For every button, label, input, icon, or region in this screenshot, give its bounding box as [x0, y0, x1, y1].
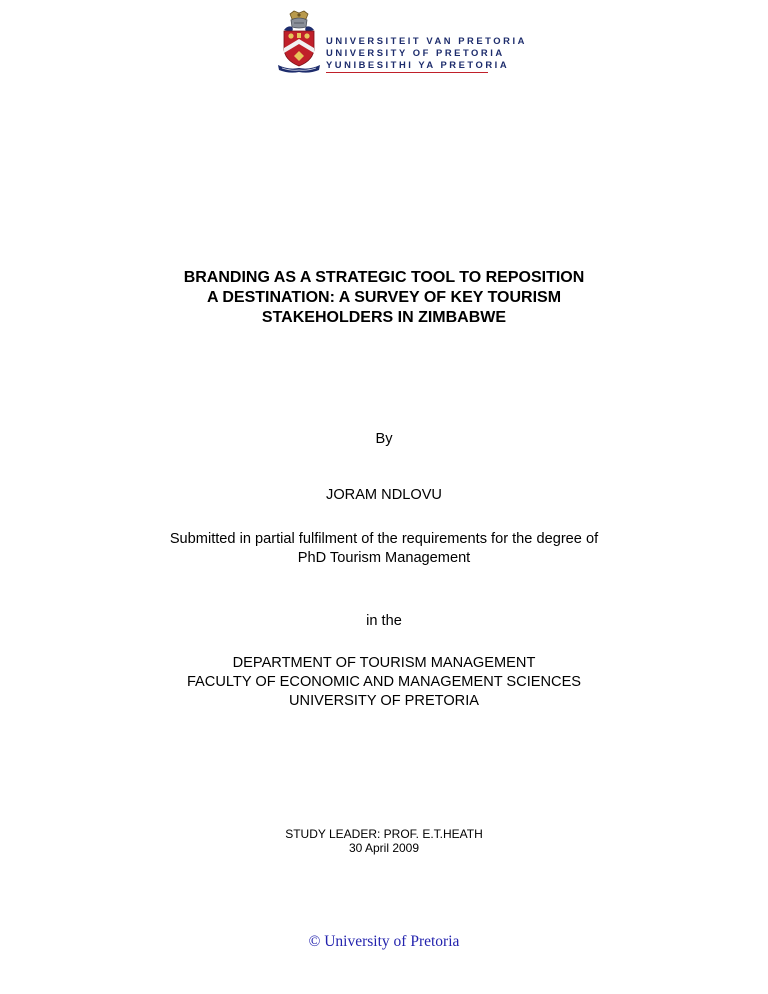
logo-underline	[326, 72, 488, 73]
study-leader: STUDY LEADER: PROF. E.T.HEATH	[285, 827, 483, 841]
university-logo	[276, 10, 527, 74]
university-name-english: UNIVERSITY OF PRETORIA	[326, 47, 505, 58]
university-name	[326, 35, 527, 73]
study-leader-block	[0, 827, 768, 855]
thesis-title	[0, 268, 768, 328]
university-name-sepedi: YUNIBESITHI YA PRETORIA	[326, 59, 510, 70]
university-crest-icon	[276, 10, 322, 74]
author-name: JORAM NDLOVU	[326, 487, 442, 503]
university-name-afrikaans: UNIVERSITEIT VAN PRETORIA	[326, 35, 527, 46]
department-line: DEPARTMENT OF TOURISM MANAGEMENT	[232, 655, 536, 671]
degree-line: PhD Tourism Management	[297, 550, 471, 566]
submission-date: 30 April 2009	[348, 841, 420, 855]
title-line: STAKEHOLDERS IN ZIMBABWE	[261, 309, 507, 326]
title-line: A DESTINATION: A SURVEY OF KEY TOURISM	[206, 289, 562, 306]
by-label: By	[375, 431, 393, 447]
department-block	[0, 654, 768, 711]
copyright-notice: © University of Pretoria	[308, 933, 460, 950]
submission-line: Submitted in partial fulfilment of the requirements for the degree of	[169, 531, 599, 547]
university-line: UNIVERSITY OF PRETORIA	[288, 693, 480, 709]
submission-statement	[0, 530, 768, 568]
faculty-line: FACULTY OF ECONOMIC AND MANAGEMENT SCIENCES	[186, 674, 582, 690]
title-line: BRANDING AS A STRATEGIC TOOL TO REPOSITION	[183, 269, 585, 286]
in-the-label: in the	[366, 613, 402, 629]
